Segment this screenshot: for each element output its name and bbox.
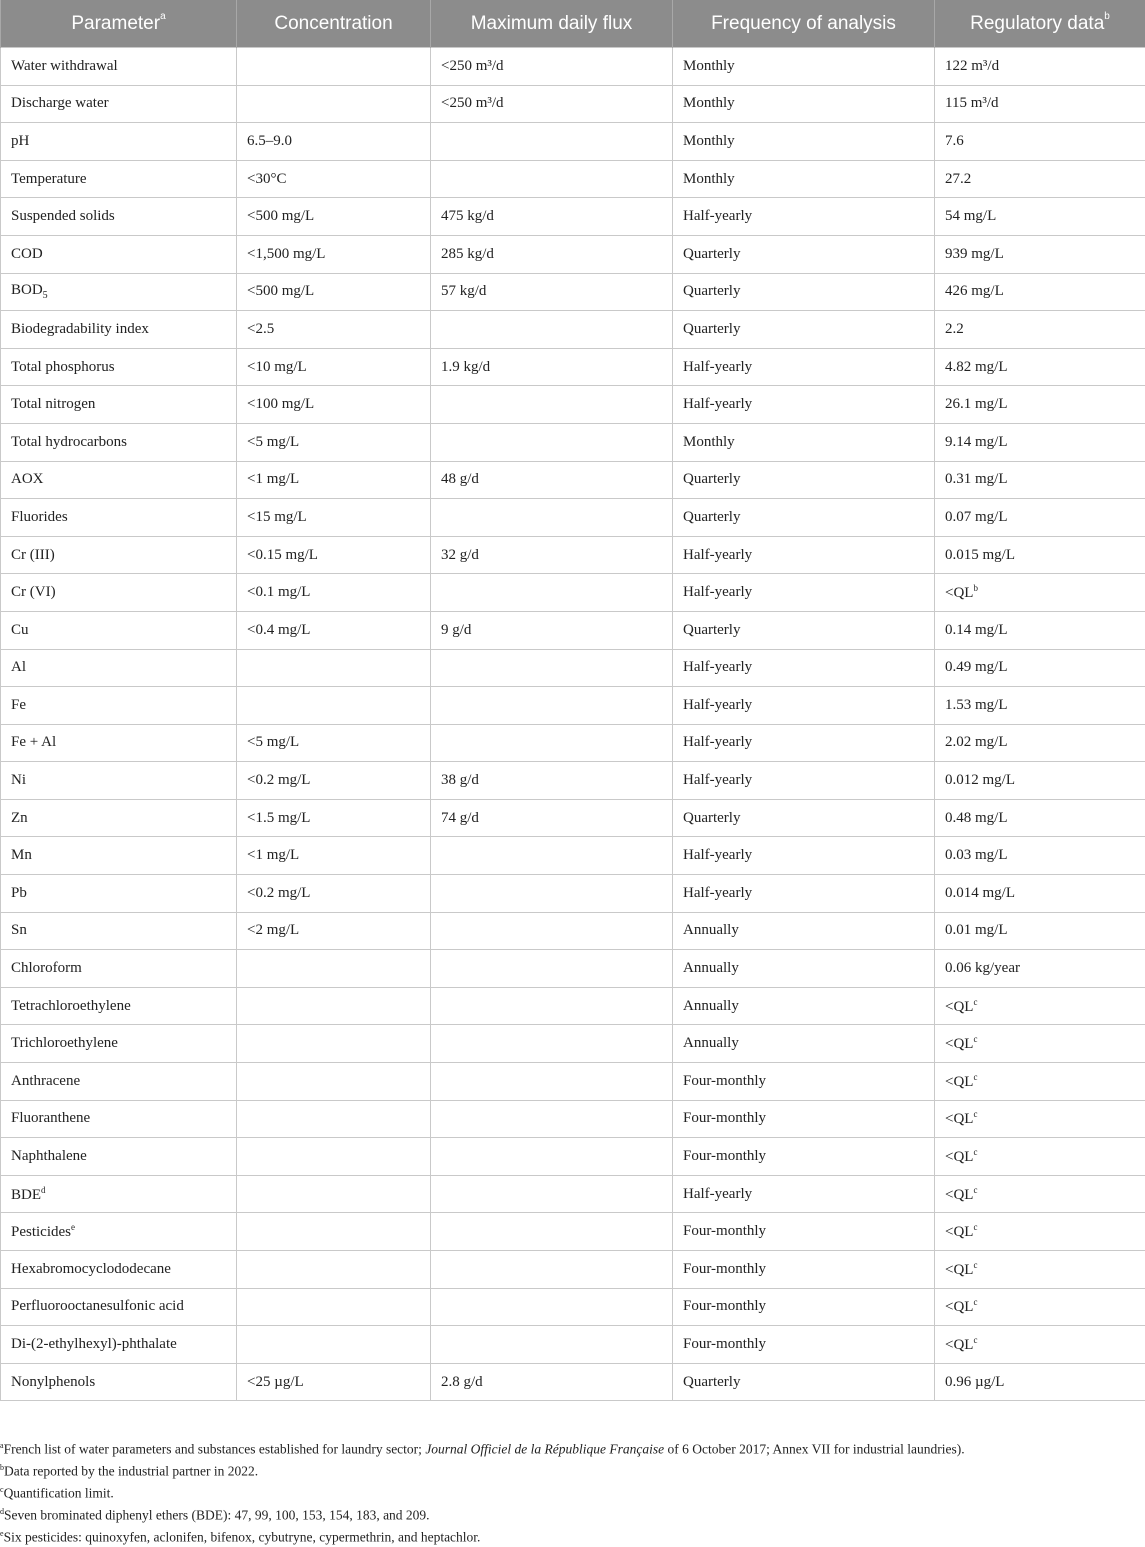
flux-cell: [431, 687, 673, 725]
flux-cell: [431, 950, 673, 988]
concentration-cell: <1 mg/L: [237, 461, 431, 499]
table-row: [1, 48, 1145, 86]
footnote-marker: c: [973, 1222, 977, 1232]
regulatory-cell: 7.6: [935, 123, 1145, 161]
parameter-cell: Water withdrawal: [1, 48, 237, 86]
flux-cell: 57 kg/d: [431, 273, 673, 311]
concentration-cell: [237, 1326, 431, 1364]
parameter-cell: Naphthalene: [1, 1138, 237, 1176]
parameter-cell: Mn: [1, 837, 237, 875]
flux-cell: [431, 1063, 673, 1101]
regulatory-cell: 0.14 mg/L: [935, 611, 1145, 649]
flux-cell: [431, 649, 673, 687]
table-row: [1, 461, 1145, 499]
header-frequency: Frequency of analysis: [673, 0, 935, 48]
parameter-cell: $BOD_5$: [1, 273, 237, 311]
table-row: [1, 574, 1145, 612]
table-row: [1, 499, 1145, 537]
concentration-cell: <0.1 mg/L: [237, 574, 431, 612]
flux-cell: 475 kg/d: [431, 198, 673, 236]
regulatory-cell: 0.49 mg/L: [935, 649, 1145, 687]
concentration-cell: [237, 649, 431, 687]
parameter-cell: Total nitrogen: [1, 386, 237, 424]
frequency-cell: Annually: [673, 912, 935, 950]
frequency-cell: Annually: [673, 950, 935, 988]
table-row: [1, 1363, 1145, 1401]
concentration-cell: <25 µg/L: [237, 1363, 431, 1401]
frequency-cell: Four-monthly: [673, 1213, 935, 1251]
concentration-cell: <0.4 mg/L: [237, 611, 431, 649]
table-row: [1, 348, 1145, 386]
flux-cell: [431, 499, 673, 537]
flux-cell: 74 g/d: [431, 799, 673, 837]
regulatory-cell: 0.06 kg/year: [935, 950, 1145, 988]
concentration-cell: <500 mg/L: [237, 198, 431, 236]
table-row: [1, 1175, 1145, 1213]
table-row: [1, 687, 1145, 725]
flux-cell: [431, 724, 673, 762]
parameter-cell: Cr (VI): [1, 574, 237, 612]
frequency-cell: Four-monthly: [673, 1100, 935, 1138]
frequency-cell: Half-yearly: [673, 1175, 935, 1213]
concentration-cell: <1,500 mg/L: [237, 235, 431, 273]
flux-cell: [431, 160, 673, 198]
regulatory-cell: 939 mg/L: [935, 235, 1145, 273]
frequency-cell: Four-monthly: [673, 1326, 935, 1364]
table-row: [1, 799, 1145, 837]
header-max-daily-flux: Maximum daily flux: [431, 0, 673, 48]
frequency-cell: Half-yearly: [673, 687, 935, 725]
flux-cell: 285 kg/d: [431, 235, 673, 273]
regulatory-cell: 0.96 µg/L: [935, 1363, 1145, 1401]
frequency-cell: Monthly: [673, 123, 935, 161]
flux-cell: 32 g/d: [431, 536, 673, 574]
concentration-cell: <5 mg/L: [237, 423, 431, 461]
regulatory-cell: $<QL^c$: [935, 1138, 1145, 1176]
concentration-cell: [237, 987, 431, 1025]
regulatory-cell: $<QL^b$: [935, 574, 1145, 612]
parameter-cell: Hexabromocyclododecane: [1, 1251, 237, 1289]
concentration-cell: [237, 1213, 431, 1251]
concentration-cell: 6.5–9.0: [237, 123, 431, 161]
footnote-marker: c: [973, 1072, 977, 1082]
parameter-cell: Total phosphorus: [1, 348, 237, 386]
table-row: [1, 1251, 1145, 1289]
frequency-cell: Monthly: [673, 48, 935, 86]
regulatory-cell: $<QL^c$: [935, 1251, 1145, 1289]
footnote-marker: c: [973, 1185, 977, 1195]
table-row: [1, 762, 1145, 800]
parameter-cell: Al: [1, 649, 237, 687]
table-row: [1, 160, 1145, 198]
frequency-cell: Quarterly: [673, 611, 935, 649]
flux-cell: 1.9 kg/d: [431, 348, 673, 386]
concentration-cell: <2 mg/L: [237, 912, 431, 950]
footnote-marker: d: [41, 1185, 46, 1195]
table-row: [1, 1063, 1145, 1101]
frequency-cell: Quarterly: [673, 273, 935, 311]
regulatory-cell: 0.03 mg/L: [935, 837, 1145, 875]
regulatory-cell: 54 mg/L: [935, 198, 1145, 236]
footnote-marker: c: [973, 997, 977, 1007]
header-row: [1, 0, 1145, 48]
parameter-cell: Fe: [1, 687, 237, 725]
concentration-cell: <15 mg/L: [237, 499, 431, 537]
table-row: [1, 123, 1145, 161]
regulatory-cell: 0.48 mg/L: [935, 799, 1145, 837]
regulatory-cell: $<QL^c$: [935, 1326, 1145, 1364]
regulatory-cell: 115 m³/d: [935, 85, 1145, 123]
header-concentration: Concentration: [237, 0, 431, 48]
table-header: [1, 0, 1145, 48]
frequency-cell: Half-yearly: [673, 536, 935, 574]
concentration-cell: [237, 1175, 431, 1213]
flux-cell: [431, 912, 673, 950]
concentration-cell: <0.2 mg/L: [237, 875, 431, 913]
flux-cell: [431, 1175, 673, 1213]
flux-cell: [431, 1100, 673, 1138]
parameter-cell: Fe + Al: [1, 724, 237, 762]
concentration-cell: <0.15 mg/L: [237, 536, 431, 574]
frequency-cell: Half-yearly: [673, 837, 935, 875]
concentration-cell: [237, 1025, 431, 1063]
regulatory-cell: 27.2: [935, 160, 1145, 198]
frequency-cell: Quarterly: [673, 1363, 935, 1401]
footnote: $^b$Data reported by the industrial partner in 2022.: [0, 1459, 1145, 1481]
parameter-cell: Pb: [1, 875, 237, 913]
frequency-cell: Monthly: [673, 423, 935, 461]
flux-cell: 38 g/d: [431, 762, 673, 800]
concentration-cell: [237, 1100, 431, 1138]
table-row: [1, 198, 1145, 236]
flux-cell: [431, 386, 673, 424]
table-row: [1, 85, 1145, 123]
concentration-cell: <100 mg/L: [237, 386, 431, 424]
frequency-cell: Quarterly: [673, 499, 935, 537]
table-row: [1, 1138, 1145, 1176]
table-row: [1, 875, 1145, 913]
header-regulatory-data: Regulatory data$^b$: [935, 0, 1145, 48]
flux-cell: <250 m³/d: [431, 48, 673, 86]
frequency-cell: Four-monthly: [673, 1138, 935, 1176]
concentration-cell: [237, 1138, 431, 1176]
footnote-marker: a: [160, 11, 166, 22]
frequency-cell: Annually: [673, 1025, 935, 1063]
parameter-cell: Di-(2-ethylhexyl)-phthalate: [1, 1326, 237, 1364]
table-body: [1, 48, 1145, 1401]
regulatory-cell: 1.53 mg/L: [935, 687, 1145, 725]
flux-cell: [431, 1025, 673, 1063]
flux-cell: [431, 1251, 673, 1289]
regulatory-cell: 426 mg/L: [935, 273, 1145, 311]
table-row: [1, 837, 1145, 875]
concentration-cell: <1 mg/L: [237, 837, 431, 875]
frequency-cell: Quarterly: [673, 235, 935, 273]
parameter-cell: Zn: [1, 799, 237, 837]
parameter-cell: Suspended solids: [1, 198, 237, 236]
concentration-cell: [237, 1288, 431, 1326]
frequency-cell: Four-monthly: [673, 1251, 935, 1289]
regulatory-cell: 0.07 mg/L: [935, 499, 1145, 537]
flux-cell: [431, 1288, 673, 1326]
flux-cell: [431, 574, 673, 612]
frequency-cell: Half-yearly: [673, 348, 935, 386]
parameter-cell: Pesticides$^e$: [1, 1213, 237, 1251]
table-row: [1, 987, 1145, 1025]
flux-cell: [431, 987, 673, 1025]
footnote: $^e$Six pesticides: quinoxyfen, aclonifen, bifenox, cybutryne, cypermethrin, and heptachlor.: [0, 1525, 1145, 1547]
parameter-cell: Cr (III): [1, 536, 237, 574]
parameter-cell: Biodegradability index: [1, 311, 237, 349]
concentration-cell: [237, 950, 431, 988]
table-row: [1, 311, 1145, 349]
table-row: [1, 235, 1145, 273]
parameter-cell: Nonylphenols: [1, 1363, 237, 1401]
concentration-cell: <2.5: [237, 311, 431, 349]
parameter-cell: Anthracene: [1, 1063, 237, 1101]
regulatory-cell: $<QL^c$: [935, 1175, 1145, 1213]
flux-cell: [431, 1138, 673, 1176]
frequency-cell: Half-yearly: [673, 875, 935, 913]
regulatory-cell: 2.02 mg/L: [935, 724, 1145, 762]
footnotes: [0, 1437, 1145, 1547]
parameter-cell: pH: [1, 123, 237, 161]
parameter-cell: Temperature: [1, 160, 237, 198]
parameter-cell: Trichloroethylene: [1, 1025, 237, 1063]
concentration-cell: <1.5 mg/L: [237, 799, 431, 837]
footnote-marker: b: [973, 583, 978, 593]
frequency-cell: Annually: [673, 987, 935, 1025]
regulatory-cell: 0.014 mg/L: [935, 875, 1145, 913]
flux-cell: 9 g/d: [431, 611, 673, 649]
concentration-cell: [237, 48, 431, 86]
regulatory-cell: 0.01 mg/L: [935, 912, 1145, 950]
concentration-cell: [237, 1251, 431, 1289]
concentration-cell: <0.2 mg/L: [237, 762, 431, 800]
footnote-marker: e: [71, 1222, 75, 1232]
footnote-marker: c: [973, 1147, 977, 1157]
footnote-marker: c: [973, 1034, 977, 1044]
table-row: [1, 536, 1145, 574]
flux-cell: [431, 875, 673, 913]
parameter-cell: Fluorides: [1, 499, 237, 537]
parameter-cell: Discharge water: [1, 85, 237, 123]
frequency-cell: Monthly: [673, 85, 935, 123]
table-row: [1, 1100, 1145, 1138]
frequency-cell: Half-yearly: [673, 386, 935, 424]
concentration-cell: [237, 85, 431, 123]
table-row: [1, 1025, 1145, 1063]
concentration-cell: <500 mg/L: [237, 273, 431, 311]
table-row: [1, 611, 1145, 649]
parameter-cell: AOX: [1, 461, 237, 499]
parameter-cell: Ni: [1, 762, 237, 800]
regulatory-cell: $<QL^c$: [935, 1213, 1145, 1251]
frequency-cell: Quarterly: [673, 461, 935, 499]
frequency-cell: Four-monthly: [673, 1288, 935, 1326]
table-row: [1, 912, 1145, 950]
flux-cell: [431, 1326, 673, 1364]
parameter-cell: BDE$^d$: [1, 1175, 237, 1213]
flux-cell: [431, 311, 673, 349]
regulatory-cell: $<QL^c$: [935, 987, 1145, 1025]
table-row: [1, 1288, 1145, 1326]
flux-cell: [431, 837, 673, 875]
table-row: [1, 724, 1145, 762]
frequency-cell: Half-yearly: [673, 574, 935, 612]
frequency-cell: Quarterly: [673, 311, 935, 349]
parameter-cell: Chloroform: [1, 950, 237, 988]
regulatory-cell: $<QL^c$: [935, 1025, 1145, 1063]
frequency-cell: Half-yearly: [673, 649, 935, 687]
flux-cell: 48 g/d: [431, 461, 673, 499]
flux-cell: <250 m³/d: [431, 85, 673, 123]
footnote-marker: c: [973, 1335, 977, 1345]
regulatory-cell: $<QL^c$: [935, 1100, 1145, 1138]
frequency-cell: Monthly: [673, 160, 935, 198]
regulatory-cell: 122 m³/d: [935, 48, 1145, 86]
parameter-cell: Cu: [1, 611, 237, 649]
parameter-cell: Fluoranthene: [1, 1100, 237, 1138]
frequency-cell: Half-yearly: [673, 198, 935, 236]
footnote-marker: c: [973, 1109, 977, 1119]
concentration-cell: <10 mg/L: [237, 348, 431, 386]
parameter-cell: Sn: [1, 912, 237, 950]
regulatory-cell: 4.82 mg/L: [935, 348, 1145, 386]
footnote: $^d$Seven brominated diphenyl ethers (BDE): 47, 99, 100, 153, 154, 183, and 209.: [0, 1503, 1145, 1525]
frequency-cell: Half-yearly: [673, 724, 935, 762]
table-row: [1, 273, 1145, 311]
parameter-cell: Perfluorooctanesulfonic acid: [1, 1288, 237, 1326]
concentration-cell: [237, 687, 431, 725]
flux-cell: [431, 123, 673, 161]
footnote: $^c$Quantification limit.: [0, 1481, 1145, 1503]
parameter-cell: Tetrachloroethylene: [1, 987, 237, 1025]
table-row: [1, 1326, 1145, 1364]
frequency-cell: Quarterly: [673, 799, 935, 837]
regulatory-cell: $<QL^c$: [935, 1288, 1145, 1326]
concentration-cell: <30°C: [237, 160, 431, 198]
table-row: [1, 950, 1145, 988]
header-parameter: Parameter$^a$: [1, 0, 237, 48]
footnote-marker: c: [973, 1260, 977, 1270]
footnote-marker: b: [1104, 11, 1110, 22]
flux-cell: 2.8 g/d: [431, 1363, 673, 1401]
footnote-marker: c: [973, 1297, 977, 1307]
footnote: $^a$French list of water parameters and substances established for laundry sector; Journal Officiel de la République Française of 6 October 2017; Annex VII for industrial laundries).: [0, 1437, 1145, 1459]
parameter-cell: COD: [1, 235, 237, 273]
regulatory-cell: 26.1 mg/L: [935, 386, 1145, 424]
table-row: [1, 386, 1145, 424]
regulatory-cell: $<QL^c$: [935, 1063, 1145, 1101]
parameter-cell: Total hydrocarbons: [1, 423, 237, 461]
regulatory-cell: 9.14 mg/L: [935, 423, 1145, 461]
regulatory-cell: 0.31 mg/L: [935, 461, 1145, 499]
concentration-cell: <5 mg/L: [237, 724, 431, 762]
table-row: [1, 649, 1145, 687]
flux-cell: [431, 423, 673, 461]
frequency-cell: Half-yearly: [673, 762, 935, 800]
table-row: [1, 423, 1145, 461]
flux-cell: [431, 1213, 673, 1251]
regulatory-cell: 0.015 mg/L: [935, 536, 1145, 574]
concentration-cell: [237, 1063, 431, 1101]
regulatory-cell: 2.2: [935, 311, 1145, 349]
table-row: [1, 1213, 1145, 1251]
regulatory-cell: 0.012 mg/L: [935, 762, 1145, 800]
frequency-cell: Four-monthly: [673, 1063, 935, 1101]
